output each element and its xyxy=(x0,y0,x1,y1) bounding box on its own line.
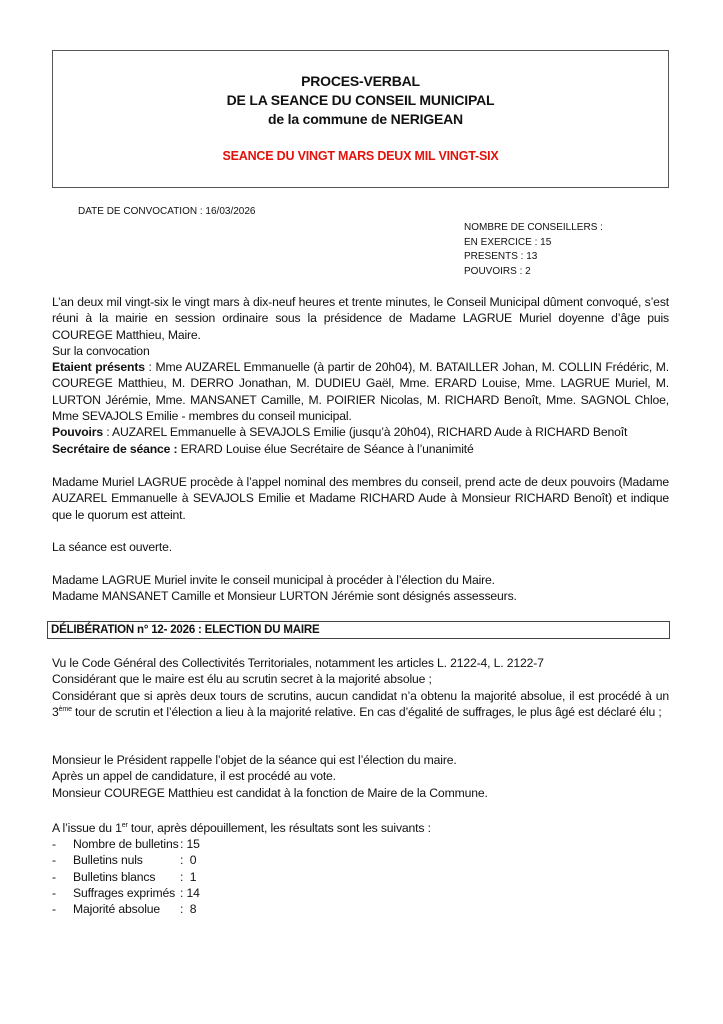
convocation-date: DATE DE CONVOCATION : 16/03/2026 xyxy=(78,206,256,217)
appel-paragraph: Madame Muriel LAGRUE procède à l’appel nominal des membres du conseil, prend acte de deux pouvoirs (Madame AUZAREL Emmanuelle à SEVAJOLS Emilie et Madame RICHARD Aude à Monsieur RICHARD Benoît) et indique que le quorum est atteint. xyxy=(52,475,669,522)
issue-section xyxy=(52,820,669,836)
presents-paragraph xyxy=(52,359,669,424)
councillor-counts xyxy=(464,221,603,279)
result-label: Majorité absolue xyxy=(73,902,161,917)
result-label: Nombre de bulletins xyxy=(73,837,179,851)
result-value: : 14 xyxy=(180,885,200,900)
bullet-dash: - xyxy=(52,869,56,884)
pouvoirs-paragraph xyxy=(52,424,669,440)
vote-section xyxy=(52,752,669,801)
presents-list: : Mme AUZAREL Emmanuelle (à partir de 20h04), M. BATAILLER Johan, M. COLLIN Frédéric, M. COUREGE Matthieu, M. DERRO Jonathan, M. DUDIEU Gaël, Mme. ERARD Louise, Mme. LAGRUE Muriel, M. LURTON Jérémie, Mme. MANSANET Camille, M. POIRIER Nicolas, M. RICHARD Benoît, Mme. SAGNOL Chloe, Mme SEVAJOLS Emilie - membres du conseil municipal. xyxy=(52,360,669,424)
appel-candidature-text: Après un appel de candidature, il est procédé au vote. xyxy=(52,769,336,784)
issue-part-a: A l’issue du 1 xyxy=(52,821,122,835)
result-value: : 0 xyxy=(180,853,197,868)
secretaire-paragraph xyxy=(52,441,669,457)
invitation-section xyxy=(52,572,669,605)
considerant-2-part-b: tour de scrutin et l’élection a lieu à la majorité relative. En cas d’égalité de suffrages, le plus âgé est déclaré élu ; xyxy=(71,704,662,719)
result-value: : 15 xyxy=(180,837,200,851)
presents-label: Etaient présents xyxy=(52,360,145,375)
title-box xyxy=(52,50,669,188)
bullet-dash: - xyxy=(52,837,56,851)
bullet-dash: - xyxy=(52,885,56,900)
counts-presents: PRESENTS : 13 xyxy=(464,251,538,262)
result-label: Suffrages exprimés xyxy=(73,885,176,900)
result-row xyxy=(52,885,200,901)
considerant-2-part-a: Considérant que si après deux tours de scrutins, aucun candidat n’a obtenu la majorité absolue, il est procédé à un 3 xyxy=(52,688,669,719)
bullet-dash: - xyxy=(52,853,56,868)
deliberation-section xyxy=(52,655,669,720)
result-label: Bulletins blancs xyxy=(73,869,156,884)
secretaire-label: Secrétaire de séance : xyxy=(52,441,178,456)
seance-ouverte: La séance est ouverte. xyxy=(52,540,173,554)
result-value: : 1 xyxy=(180,869,197,884)
title-line-3: de la commune de NERIGEAN xyxy=(268,111,463,127)
sur-convocation: Sur la convocation xyxy=(52,343,150,358)
considerant-1: Considérant que le maire est élu au scrutin secret à la majorité absolue ; xyxy=(52,672,432,687)
result-row xyxy=(52,901,200,917)
result-row xyxy=(52,869,200,885)
intro-paragraph: L’an deux mil vingt-six le vingt mars à dix-neuf heures et trente minutes, le Conseil Municipal dûment convoqué, s’est réuni à la mairie en session ordinaire sous la présidence de Madame LAGRUE Muriel doyenne d’âge puis COUREGE Matthieu, Maire. xyxy=(52,295,669,342)
counts-heading: NOMBRE DE CONSEILLERS : xyxy=(464,222,603,233)
assesseurs-text: Madame MANSANET Camille et Monsieur LURTON Jérémie sont désignés assesseurs. xyxy=(52,589,517,604)
counts-en-exercice: EN EXERCICE : 15 xyxy=(464,236,552,248)
rappel-text: Monsieur le Président rappelle l’objet de la séance qui est l’élection du maire. xyxy=(52,753,457,767)
vu-code: Vu le Code Général des Collectivités Territoriales, notamment les articles L. 2122-4, L. 2122-7 xyxy=(52,656,544,670)
title-line-2: DE LA SEANCE DU CONSEIL MUNICIPAL xyxy=(226,92,495,108)
counts-pouvoirs: POUVOIRS : 2 xyxy=(464,265,531,277)
result-row xyxy=(52,852,200,868)
results-list xyxy=(52,836,200,917)
result-row xyxy=(52,836,200,852)
result-label: Bulletins nuls xyxy=(73,853,143,868)
intro-section xyxy=(52,294,669,457)
candidat-text: Monsieur COUREGE Matthieu est candidat à la fonction de Maire de la Commune. xyxy=(52,785,488,800)
seance-ouverte-section xyxy=(52,539,669,555)
pouvoirs-text: : AUZAREL Emmanuelle à SEVAJOLS Emilie (jusqu’à 20h04), RICHARD Aude à RICHARD Benoît xyxy=(102,425,628,440)
invitation-text: Madame LAGRUE Muriel invite le conseil municipal à procéder à l’élection du Maire. xyxy=(52,573,495,587)
issue-sup: er xyxy=(121,821,128,829)
session-title: SEANCE DU VINGT MARS DEUX MIL VINGT-SIX xyxy=(222,149,499,163)
deliberation-title: DÉLIBÉRATION n° 12- 2026 : ELECTION DU MAIRE xyxy=(47,621,670,639)
bullet-dash: - xyxy=(52,902,56,917)
considerant-2 xyxy=(52,688,669,721)
result-value: : 8 xyxy=(180,902,197,917)
secretaire-text: ERARD Louise élue Secrétaire de Séance à l’unanimité xyxy=(177,441,474,456)
issue-part-b: tour, après dépouillement, les résultats sont les suivants : xyxy=(127,821,431,835)
pouvoirs-label: Pouvoirs xyxy=(52,425,103,440)
appel-section xyxy=(52,474,669,523)
title-line-1: PROCES-VERBAL xyxy=(301,73,420,89)
considerant-2-sup: ème xyxy=(58,705,72,713)
issue-text xyxy=(52,820,669,836)
